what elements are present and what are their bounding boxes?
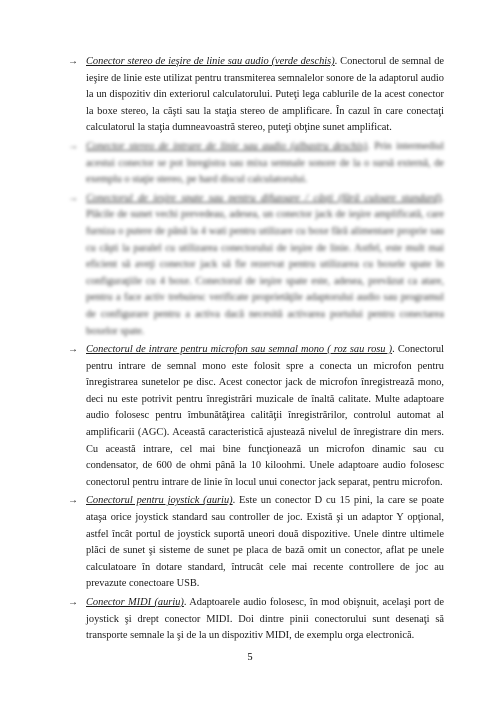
paragraph-body: . Plăcile de sunet vechi prevedeau, adesea, un conector jack de ieşire amplificată, care furniza o putere de până la 4 wati pentru utilizare cu boxe fără alimentare proprie sau cu căşti la paralel cu utilizarea conectorului de ieşire de linie. Astfel, este mult mai eficient să aveţi conector jack să fie rezervat pentru utilizarea cu boxele spate în configuraţiile cu 4 boxe. Conectorul de ieşire spate este, adesea, prevăzut ca atare, pentru a face activ trebuiesc verificate proprietăţile adaptorului audio sau programul de configurare pentru a activa dacă necesită activarea portului pentru conectarea boxelor spate.	[86, 192, 444, 337]
paragraph-body: . Conectorul pentru intrare de semnal mono este folosit spre a conecta un microfon pentru înregistrarea sunetelor pe disc. Acest conector jack de microfon înregistrează mono, deci nu este potrivit pentru înregistrări muzicale de înaltă calitate. Multe adaptoare audio folosesc pentru îmbunătăţirea calităţii înregistrărilor, controlul automat al amplificarii (AGC). Această caracteristică ajustează nivelul de înregistrare din mers. Cu această intrare, cel mai bine funcţionează un microfon dinamic sau cu condensator, de 600 de ohmi până la 10 kiloohmi. Unele adaptoare audio folosesc conectorul pentru intrare de linie în locul unui conector jack separat, pentru microfon.	[86, 344, 444, 488]
paragraph-rear-out	[70, 191, 444, 340]
paragraph-heading: Conectorul de intrare pentru microfon sau semnal mono ( roz sau rosu )	[86, 344, 393, 356]
page-number: 5	[247, 652, 253, 663]
paragraph-midi	[70, 595, 444, 645]
arrow-icon: →	[68, 344, 78, 356]
arrow-icon: →	[68, 140, 78, 152]
paragraph-heading: Conectorul de ieşire spate sau pentru difuzoare / căşti (fără culoare standard)	[86, 192, 442, 204]
paragraph-heading: Conectorul pentru joystick (auriu)	[86, 495, 233, 507]
paragraph-joystick	[70, 493, 444, 593]
paragraph-line-in	[70, 139, 444, 189]
arrow-icon: →	[68, 56, 78, 67]
paragraph-microphone	[70, 342, 444, 491]
paragraph-body: . Prin intermediul acestui conector se pot înregistra sau mixa semnale sonore de la o sursă externă, de exemplu o staţie stereo, pe hard discul calculatorului.	[86, 140, 445, 186]
paragraph-heading: Conector stereo de intrare de linie sau audio (albastru deschis)	[86, 140, 368, 152]
arrow-icon: →	[68, 495, 78, 507]
arrow-icon: →	[68, 597, 78, 608]
paragraph-heading: Conector MIDI (auriu)	[86, 597, 184, 608]
paragraph-heading: Conector stereo de ieşire de linie sau audio (verde deschis)	[86, 56, 335, 67]
paragraph-body: . Este un conector D cu 15 pini, la care se poate ataşa orice joystick standard sau controller de joc. Există şi un adaptor Y opţional, astfel încât portul de joystick suportă uneori două dispozitive. Unele dintre ultimele plăci de sunet şi sisteme de sunet pe placa de bază omit un conector, aflat pe unele calculatoare în dotare standard, întrucât cele mai recente controllere de joc au prevazute conectoare USB.	[86, 495, 444, 590]
paragraph-line-out	[70, 54, 444, 137]
arrow-icon: →	[68, 192, 78, 204]
paragraph-body: . Conectorul de semnal de ieşire de linie este utilizat pentru transmiterea semnalelor sonore de la adaptorul audio la un dispozitiv din exteriorul calculatorului. Puteţi lega cablurile de la acest conector la boxe stereo, la căşti sau la staţia stereo de amplificare. În cazul în care conectaţi calculatorul la staţia dumneavoastră stereo, puteţi obţine sunet amplificat.	[86, 56, 444, 134]
paragraph-body: . Adaptoarele audio folosesc, în mod obişnuit, acelaşi port de joystick şi drept conector MIDI. Doi dintre pinii conectorului sunt desenaţi să transporte semnale la şi de la un dispozitiv MIDI, de exemplu orga electronică.	[86, 597, 444, 642]
